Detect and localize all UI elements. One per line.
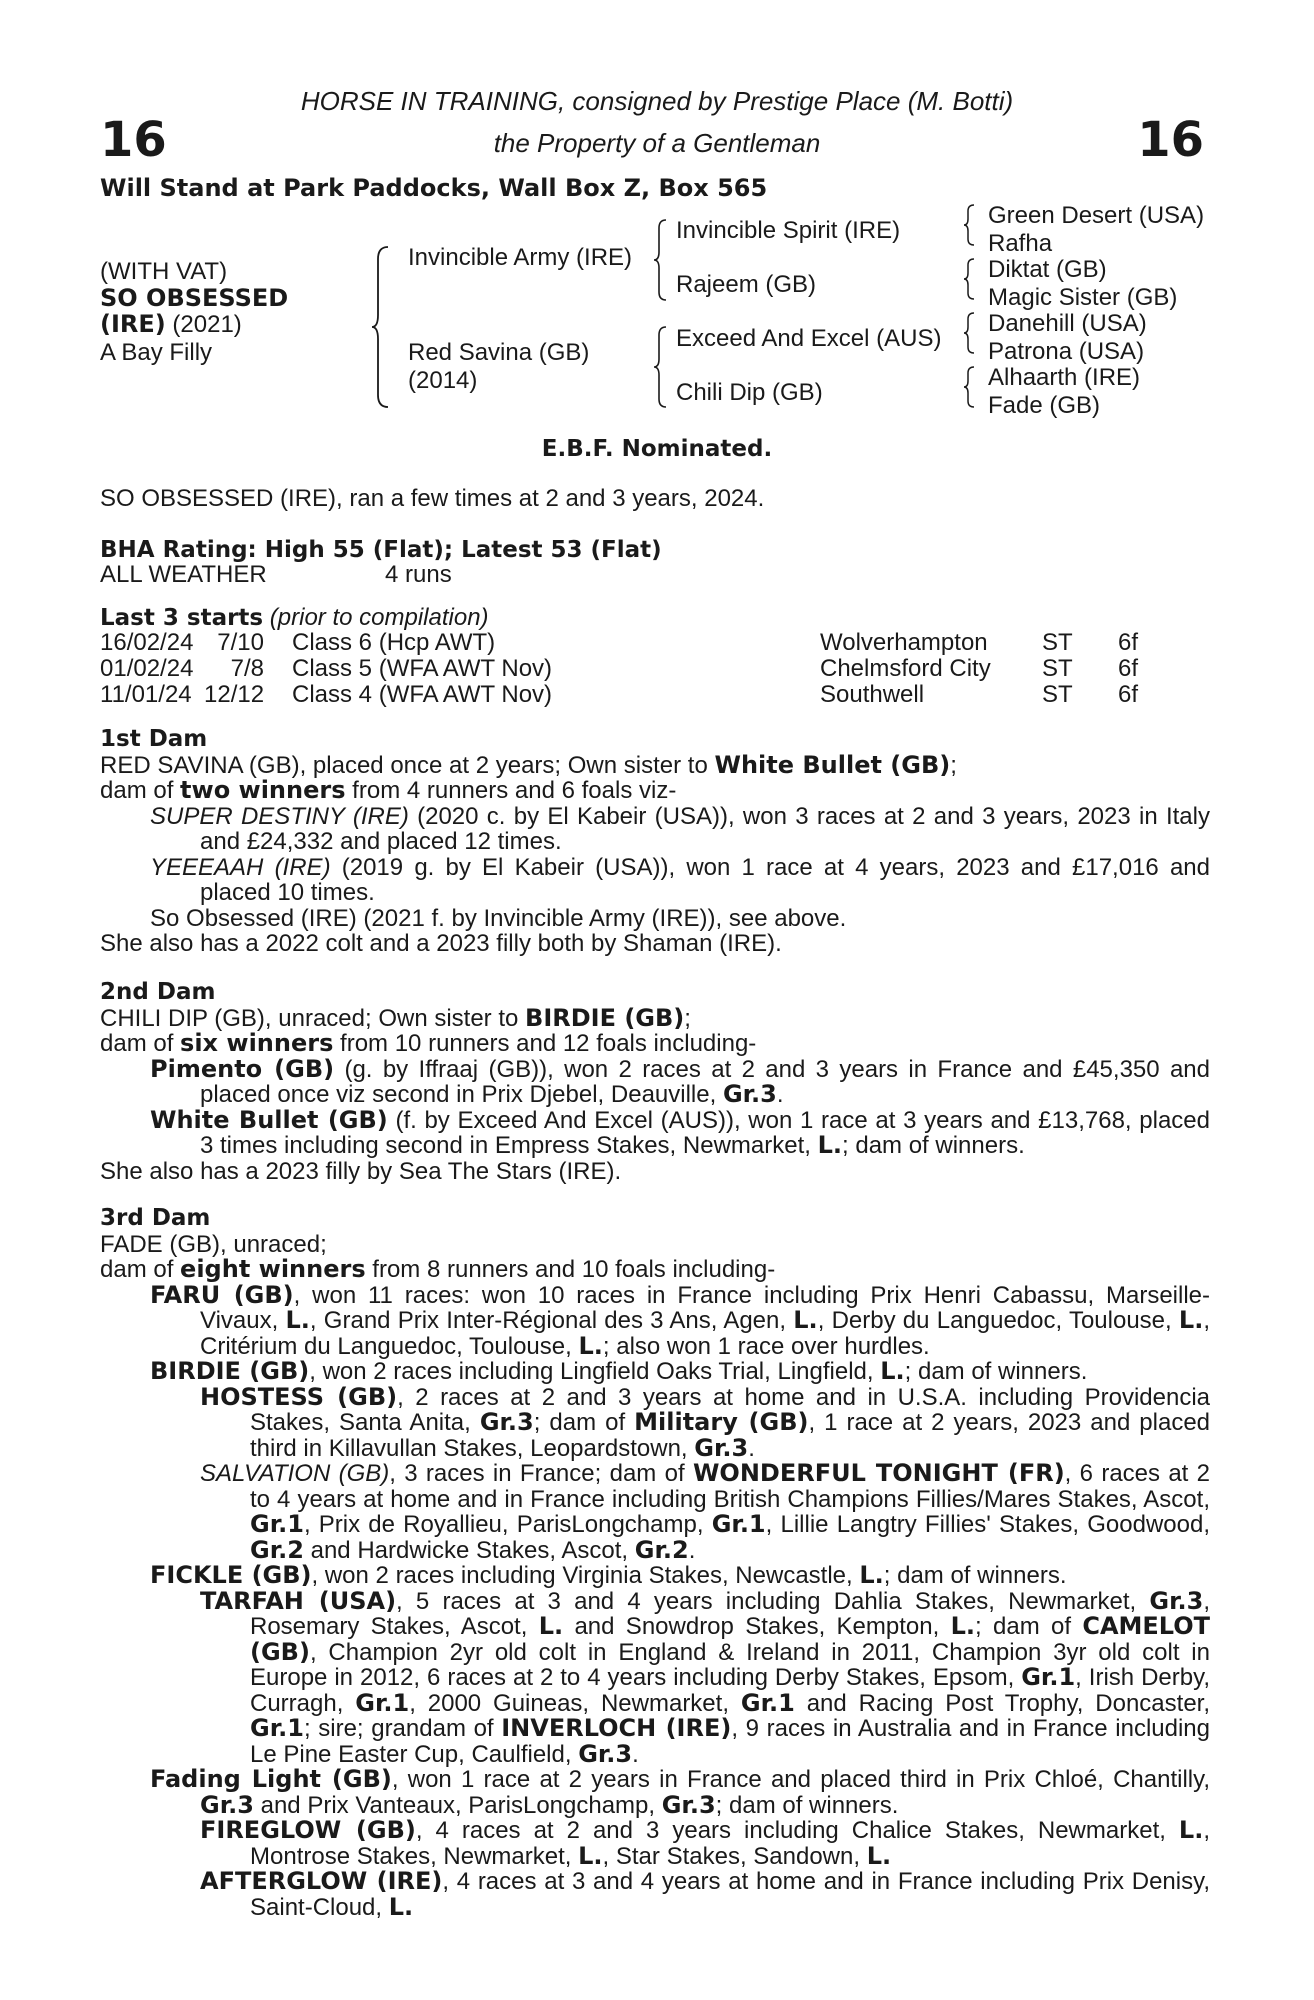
pedigree-gen3-1: Green Desert (USA) [988, 202, 1205, 229]
pedigree-brace-ss [962, 203, 976, 247]
start-position: 12/12 [204, 681, 265, 708]
third-dam-line: FADE (GB), unraced; [100, 1230, 327, 1258]
produce-entry: FICKLE (GB), won 2 races including Virginia Stakes, Newcastle, L.; dam of winners. [150, 1561, 1067, 1589]
start-going: ST [1042, 655, 1073, 682]
second-dam-heading: 2nd Dam [100, 979, 216, 1005]
grandproduce-entry: HOSTESS (GB), 2 races at 2 and 3 years at home and in U.S.A. including Providencia Stakes, Santa Anita, Gr.3; dam of Military (GB), 1 race at 2 years, 2023 and placed third in Killavullan Stakes, Leopardstown, Gr.3. [200, 1382, 1211, 1462]
pedigree-gen3-8: Fade (GB) [988, 392, 1101, 419]
third-dam-heading: 3rd Dam [100, 1205, 211, 1231]
start-race: Class 5 (WFA AWT Nov) [292, 655, 553, 682]
pedigree-brace-sire [652, 218, 668, 302]
pedigree-gen3-2: Rafha [988, 230, 1053, 257]
produce-entry: Fading Light (GB), won 1 race at 2 years in France and placed third in Prix Chloé, Chantilly, Gr.3 and Prix Vanteaux, ParisLongchamp, Gr.3; dam of winners. [150, 1765, 1210, 1819]
pedigree-dam: Red Savina (GB) [408, 339, 590, 366]
grandproduce-entry: TARFAH (USA), 5 races at 3 and 4 years including Dahlia Stakes, Newmarket, Gr.3, Rosemary Stakes, Ascot, L. and Snowdrop Stakes, Kempton, L.; dam of CAMELOT (GB), Champion 2yr old colt in England & Ireland in 2011, Champion 3yr old colt in Europe in 2012, 6 races at 2 to 4 years including Derby Stakes, Epsom, Gr.1, Irish Derby, Curragh, Gr.1, 2000 Guineas, Newmarket, Gr.1 and Racing Post Trophy, Doncaster, Gr.1; sire; grandam of INVERLOCH (IRE), 9 races in Australia and in France including Le Pine Easter Cup, Caulfield, Gr.3. [200, 1586, 1211, 1768]
consignor-line: HORSE IN TRAINING, consigned by Prestige Place (M. Botti) [300, 86, 1014, 116]
pedigree-gen3-7: Alhaarth (IRE) [988, 364, 1141, 391]
pedigree-dam-dam: Chili Dip (GB) [676, 379, 823, 406]
start-position: 7/8 [230, 655, 264, 682]
grandproduce-entry: SALVATION (GB), 3 races in France; dam of WONDERFUL TONIGHT (FR), 6 races at 2 to 4 years at home and in France including British Champions Fillies/Mares Stakes, Ascot, Gr.1, Prix de Royallieu, ParisLongchamp, Gr.1, Lillie Langtry Fillies' Stakes, Goodwood, Gr.2 and Hardwicke Stakes, Ascot, Gr.2. [200, 1459, 1211, 1564]
grandproduce-entry: FIREGLOW (GB), 4 races at 2 and 3 years including Chalice Stakes, Newmarket, L., Montrose Stakes, Newmarket, L., Star Stakes, Sandown, L. [200, 1816, 1211, 1870]
start-distance: 6f [1118, 629, 1139, 656]
horse-description: A Bay Filly [100, 339, 213, 366]
pedigree-brace-ds [962, 311, 976, 355]
pedigree-sire-dam: Rajeem (GB) [676, 271, 817, 298]
produce-entry: YEEEAAH (IRE) (2019 g. by El Kabeir (USA)), won 1 race at 4 years, 2023 and £17,016 and placed 10 times. [150, 853, 1210, 906]
pedigree-gen3-4: Magic Sister (GB) [988, 284, 1178, 311]
start-distance: 6f [1118, 655, 1139, 682]
pedigree-sire-sire: Invincible Spirit (IRE) [676, 217, 901, 244]
pedigree-gen3-3: Diktat (GB) [988, 256, 1107, 283]
pedigree-gen3-5: Danehill (USA) [988, 310, 1147, 337]
third-dam-section [100, 1206, 1210, 1920]
pedigree-brace-dd [962, 365, 976, 409]
surface-runs: 4 runs [385, 561, 452, 588]
produce-entry: Pimento (GB) (g. by Iffraaj (GB)), won 2 races at 2 and 3 years in France and £45,350 and placed once viz second in Prix Djebel, Deauville, Gr.3. [150, 1054, 1211, 1108]
produce-entry: So Obsessed (IRE) (2021 f. by Invincible Army (IRE)), see above. [150, 904, 847, 932]
first-dam-section [100, 727, 1210, 957]
bha-rating: BHA Rating: High 55 (Flat); Latest 53 (Flat) [100, 537, 662, 563]
start-date: 11/01/24 [100, 681, 192, 708]
property-line: the Property of a Gentleman [493, 128, 821, 158]
third-dam-produce-summary: dam of eight winners from 8 runners and 10 foals including- [100, 1255, 776, 1283]
second-dam-also: She also has a 2023 filly by Sea The Stars (IRE). [100, 1157, 622, 1185]
start-course: Southwell [820, 681, 925, 708]
pedigree-gen3-6: Patrona (USA) [988, 338, 1145, 365]
pedigree-dam-year: (2014) [408, 367, 478, 394]
pedigree-brace-sd [962, 257, 976, 301]
pedigree-sire: Invincible Army (IRE) [408, 244, 633, 271]
first-dam-also: She also has a 2022 colt and a 2023 filly both by Shaman (IRE). [100, 930, 782, 957]
start-course: Chelmsford City [820, 655, 991, 682]
start-race: Class 6 (Hcp AWT) [292, 629, 496, 656]
grandproduce-entry: AFTERGLOW (IRE), 4 races at 3 and 4 years at home and in France including Prix Denisy, Saint-Cloud, L. [200, 1867, 1210, 1921]
lot-number-left: 16 [100, 112, 167, 168]
vat-note: (WITH VAT) [100, 258, 228, 285]
ebf-note: E.B.F. Nominated. [541, 436, 773, 462]
first-dam-produce-summary: dam of two winners from 4 runners and 6 foals viz- [100, 776, 677, 804]
produce-entry: White Bullet (GB) (f. by Exceed And Excel (AUS)), won 1 race at 3 years and £13,768, placed 3 times including second in Empress Stakes, Newmarket, L.; dam of winners. [150, 1105, 1210, 1159]
second-dam-produce-summary: dam of six winners from 10 runners and 12 foals including- [100, 1029, 757, 1057]
produce-entry: FARU (GB), won 11 races: won 10 races in France including Prix Henri Cabassu, Marseille-Vivaux, L., Grand Prix Inter-Régional des 3 Ans, Agen, L., Derby du Languedoc, Toulouse, L., Critérium du Languedoc, Toulouse, L.; also won 1 race over hurdles. [150, 1280, 1211, 1360]
first-dam-heading: 1st Dam [100, 726, 208, 752]
start-distance: 6f [1118, 681, 1139, 708]
produce-entry: SUPER DESTINY (IRE) (2020 c. by El Kabeir (USA)), won 3 races at 2 and 3 years, 2023 in Italy and £24,332 and placed 12 times. [150, 802, 1210, 855]
second-dam-section [100, 980, 1210, 1184]
racing-summary: SO OBSESSED (IRE), ran a few times at 2 and 3 years, 2024. [100, 485, 765, 512]
start-course: Wolverhampton [820, 629, 988, 656]
start-going: ST [1042, 629, 1073, 656]
horse-name: SO OBSESSED [100, 284, 289, 312]
surface-label: ALL WEATHER [100, 561, 267, 588]
horse-country-year: (IRE) (2021) [100, 310, 242, 338]
start-date: 01/02/24 [100, 655, 194, 682]
produce-entry: BIRDIE (GB), won 2 races including Lingfield Oaks Trial, Lingfield, L.; dam of winners. [150, 1357, 1088, 1385]
first-dam-line: RED SAVINA (GB), placed once at 2 years; Own sister to White Bullet (GB); [100, 750, 957, 779]
pedigree-brace-main [370, 245, 390, 410]
stand-location: Will Stand at Park Paddocks, Wall Box Z, Box 565 [100, 174, 768, 202]
start-going: ST [1042, 681, 1073, 708]
start-date: 16/02/24 [100, 629, 194, 656]
second-dam-line: CHILI DIP (GB), unraced; Own sister to BIRDIE (GB); [100, 1003, 691, 1032]
pedigree-dam-sire: Exceed And Excel (AUS) [676, 325, 942, 352]
pedigree-brace-dam [652, 325, 668, 409]
lot-number-right: 16 [1137, 112, 1204, 168]
start-race: Class 4 (WFA AWT Nov) [292, 681, 553, 708]
start-position: 7/10 [217, 629, 264, 656]
starts-heading: Last 3 starts (prior to compilation) [100, 604, 489, 631]
